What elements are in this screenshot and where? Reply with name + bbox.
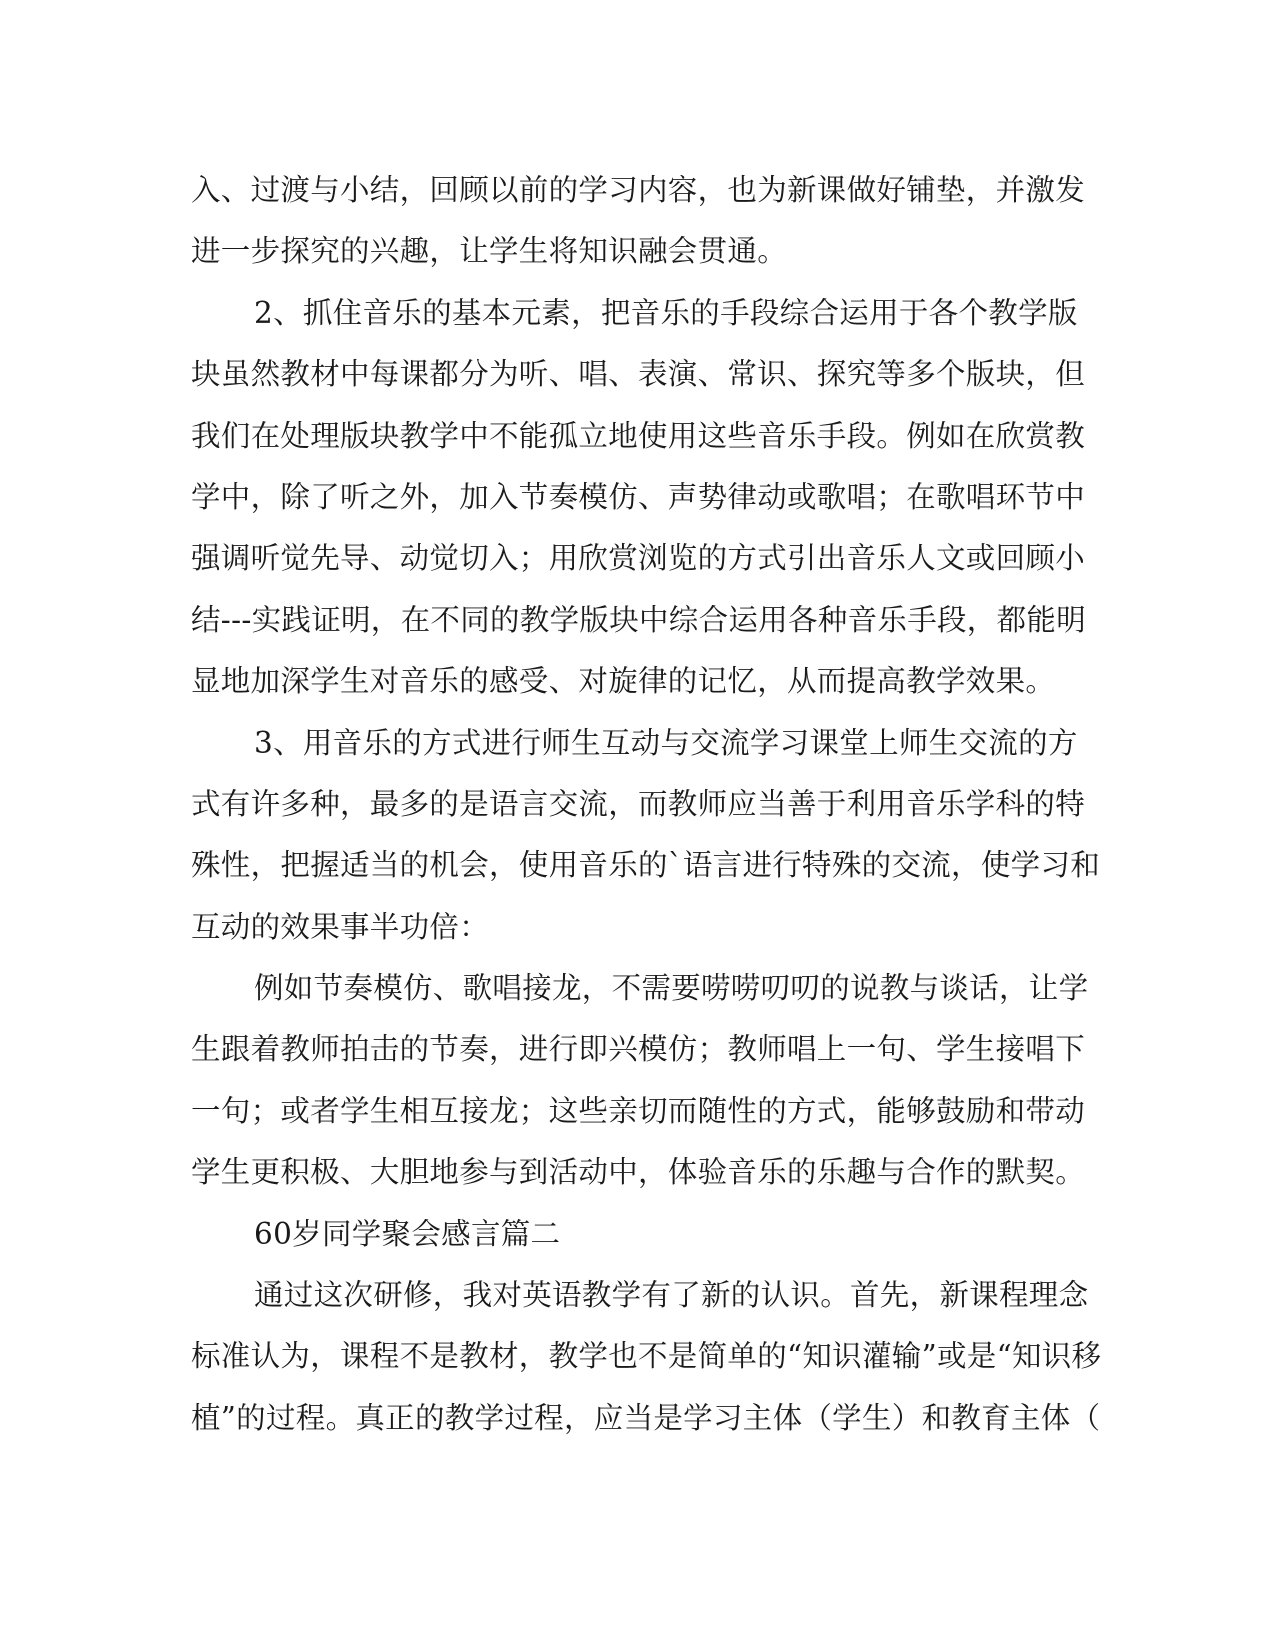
paragraph-start-line: 2、抓住音乐的基本元素，把音乐的手段综合运用于各个教学版 xyxy=(254,295,1078,330)
text-line: 结---实践证明，在不同的教学版块中综合运用各种音乐手段，都能明 xyxy=(191,602,1087,637)
text-line: 标准认为，课程不是教材，教学也不是简单的“知识灌输”或是“知识移 xyxy=(191,1339,1102,1374)
paragraph-start-line: 例如节奏模仿、歌唱接龙，不需要唠唠叨叨的说教与谈话，让学 xyxy=(254,971,1089,1006)
text-line: 式有许多种，最多的是语言交流，而教师应当善于利用音乐学科的特 xyxy=(191,786,1086,821)
paragraph-start-line: 通过这次研修，我对英语教学有了新的认识。首先，新课程理念 xyxy=(254,1278,1089,1313)
text-line: 我们在处理版块教学中不能孤立地使用这些音乐手段。例如在欣赏教 xyxy=(191,418,1086,453)
document-body xyxy=(191,160,1102,1449)
text-line: 植”的过程。真正的教学过程，应当是学习主体（学生）和教育主体（ xyxy=(191,1400,1101,1435)
text-line: 殊性，把握适当的机会，使用音乐的`语言进行特殊的交流，使学习和 xyxy=(191,848,1101,883)
text-line: 入、过渡与小结，回顾以前的学习内容，也为新课做好铺垫，并激发 xyxy=(191,173,1086,207)
text-line: 生跟着教师拍击的节奏，进行即兴模仿；教师唱上一句、学生接唱下 xyxy=(191,1032,1086,1067)
paragraph-start-line: 3、用音乐的方式进行师生互动与交流学习课堂上师生交流的方 xyxy=(254,725,1078,760)
text-line: 学中，除了听之外，加入节奏模仿、声势律动或歌唱；在歌唱环节中 xyxy=(191,479,1086,514)
text-line: 块虽然教材中每课都分为听、唱、表演、常识、探究等多个版块，但 xyxy=(191,357,1086,392)
text-line: 互动的效果事半功倍： xyxy=(191,909,490,944)
section-heading: 60岁同学聚会感言篇二 xyxy=(254,1216,561,1251)
text-line: 强调听觉先导、动觉切入；用欣赏浏览的方式引出音乐人文或回顾小 xyxy=(191,541,1086,576)
text-line: 一句；或者学生相互接龙；这些亲切而随性的方式，能够鼓励和带动 xyxy=(191,1093,1086,1128)
text-line: 显地加深学生对音乐的感受、对旋律的记忆，从而提高教学效果。 xyxy=(191,664,1056,699)
text-line: 学生更积极、大胆地参与到活动中，体验音乐的乐趣与合作的默契。 xyxy=(191,1155,1086,1190)
text-line: 进一步探究的兴趣，让学生将知识融会贯通。 xyxy=(191,234,788,269)
